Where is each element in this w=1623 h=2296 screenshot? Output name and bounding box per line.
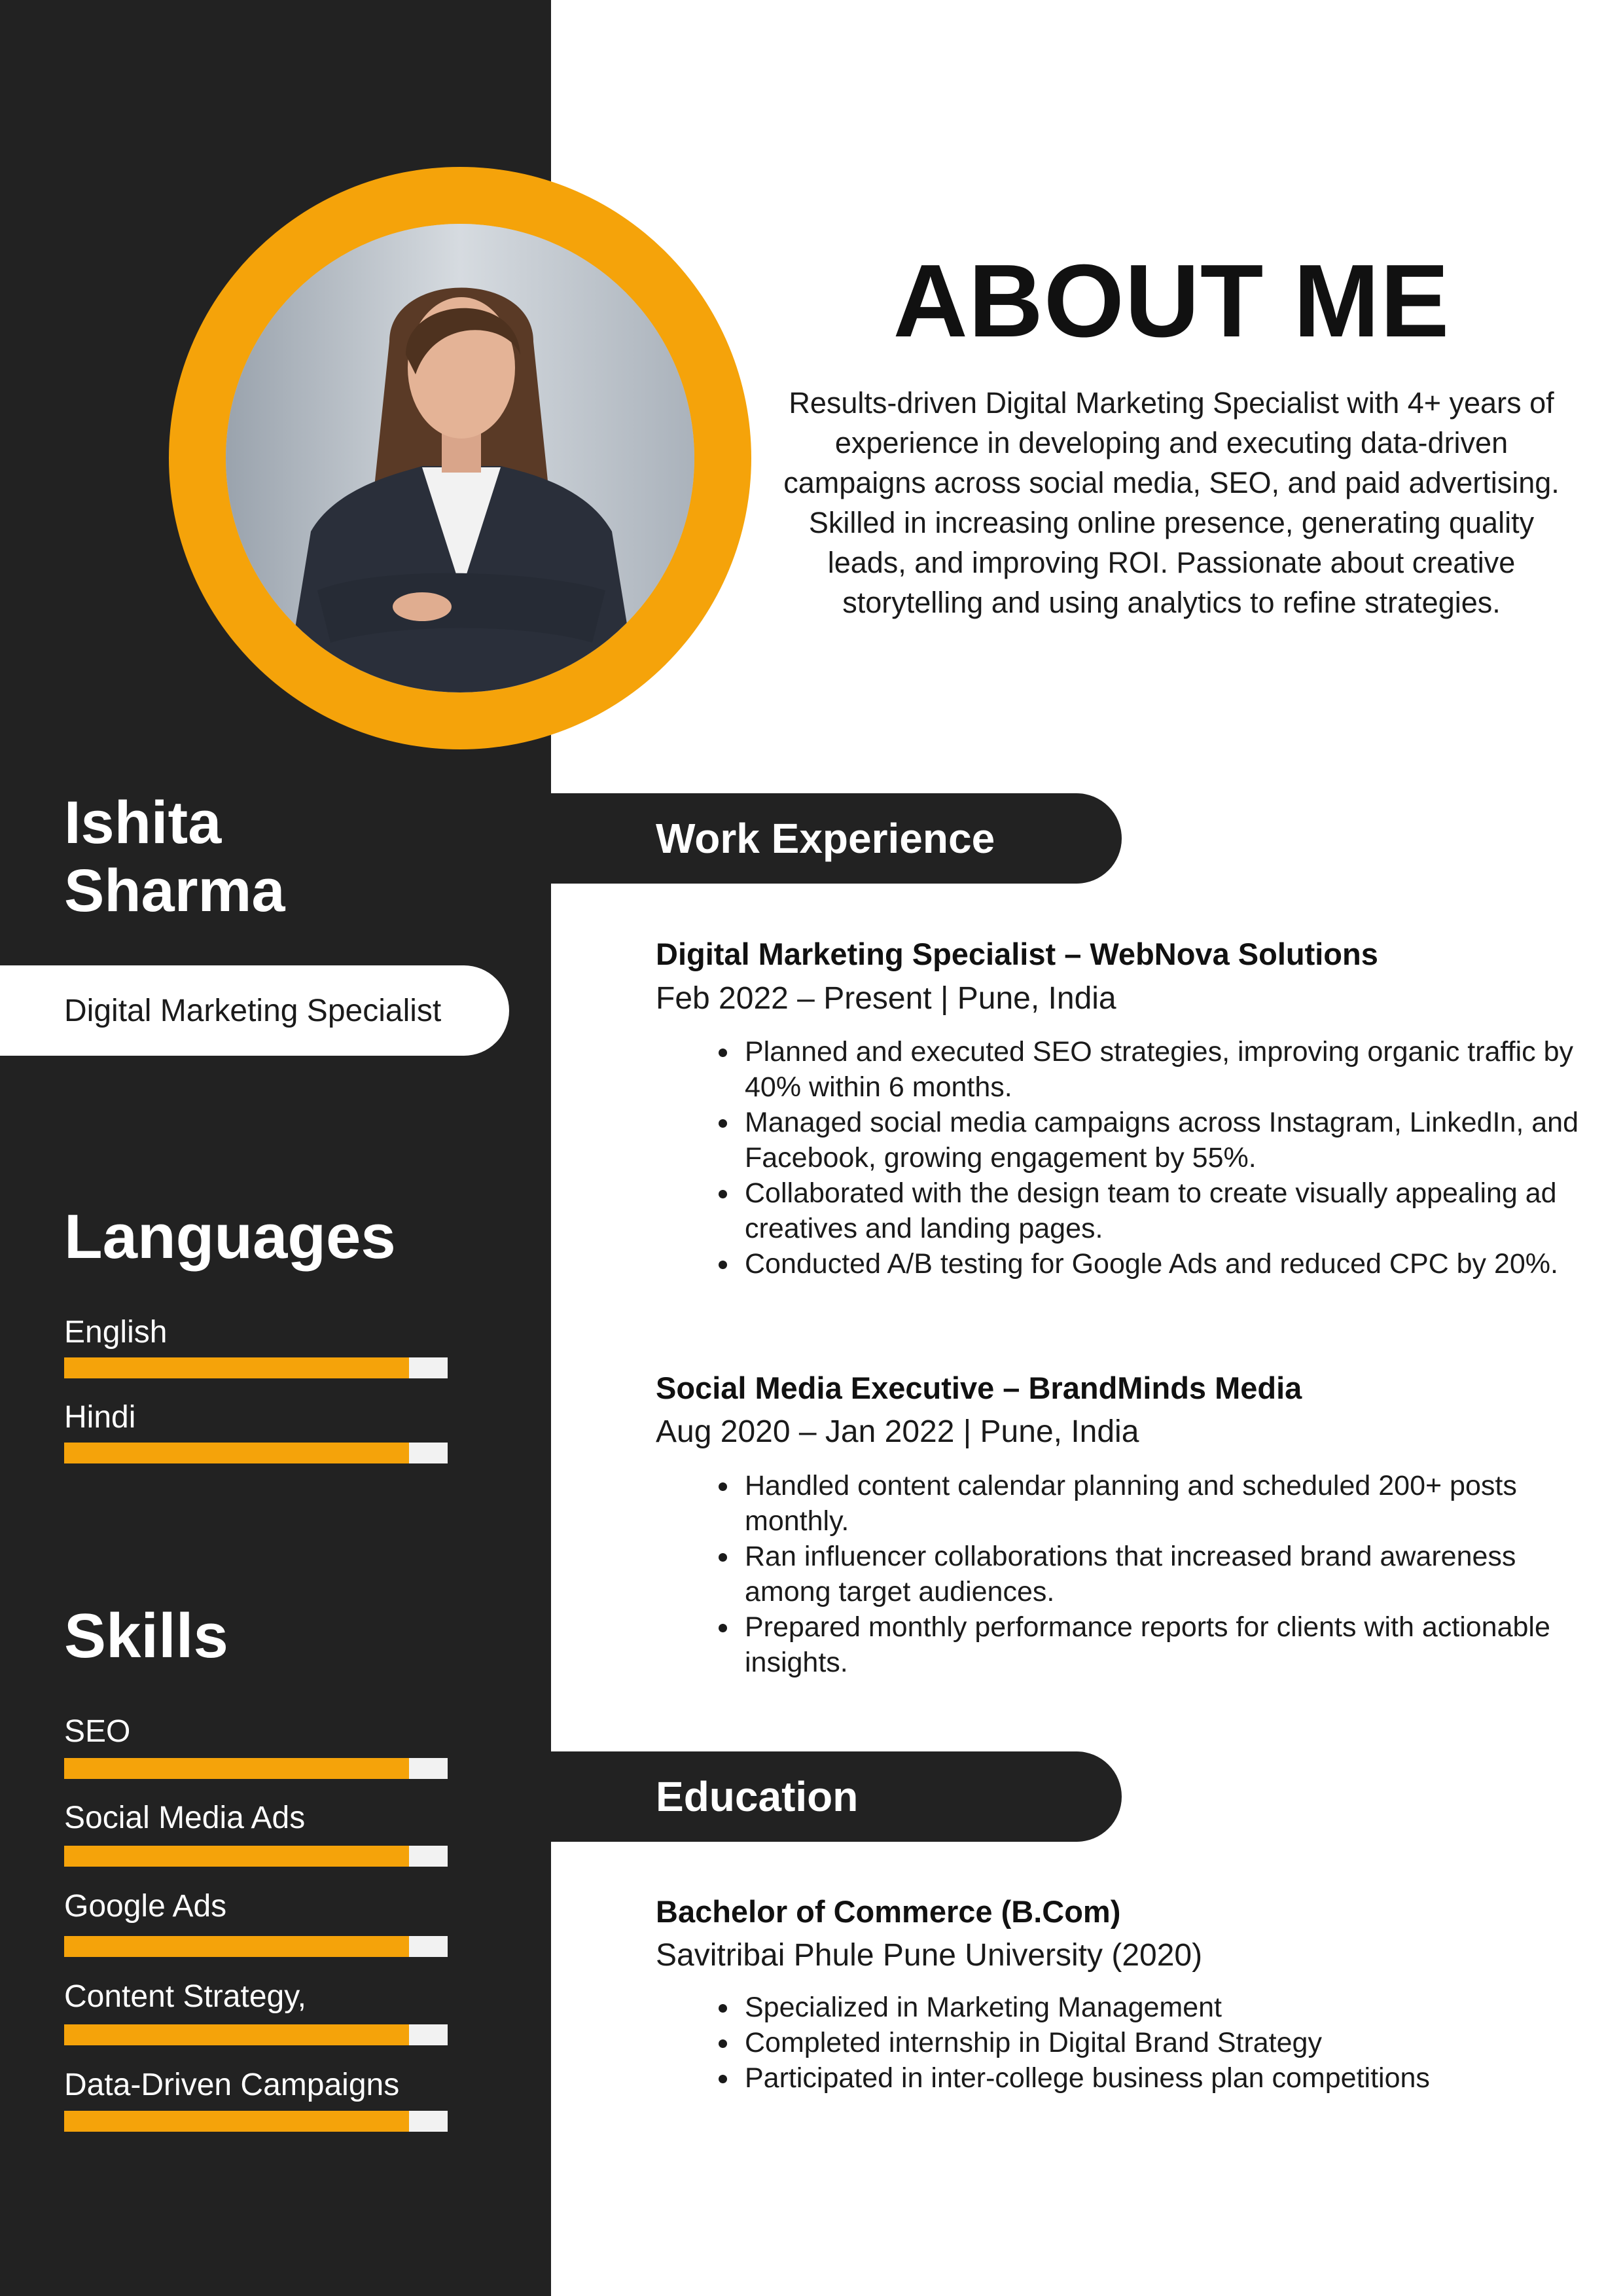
about-title: ABOUT ME [893, 243, 1450, 359]
job-title-1: Digital Marketing Specialist – WebNova Solutions [656, 937, 1378, 971]
language-bar-english [64, 1357, 448, 1378]
education-heading: Education [656, 1773, 859, 1820]
list-item: Ran influencer collaborations that increased brand awareness among target audiences. [719, 1539, 1582, 1609]
skill-bar-fill-social-media-ads [64, 1846, 409, 1867]
about-text: Results-driven Digital Marketing Specialist with 4+ years of experience in developing and executing data-driven campaigns across social media, SEO, and paid advertising. Skilled in increasing online presence, generating quality leads, and improving ROI. Passionate about creative storytelling and using analytics to refine strategies. [783, 386, 1560, 619]
skills-heading: Skills [64, 1601, 228, 1671]
education-bullets [719, 1990, 1582, 2096]
language-bar-fill-english [64, 1357, 409, 1378]
school-name: Savitribai Phule Pune University (2020) [656, 1938, 1203, 1973]
education-banner [551, 1751, 1122, 1842]
job-bullets-1 [719, 1034, 1582, 1282]
skill-bar-fill-google-ads [64, 1936, 409, 1957]
list-item: Collaborated with the design team to create visually appealing ad creatives and landing pages. [719, 1175, 1582, 1246]
language-bar-hindi [64, 1443, 448, 1463]
first-name: Ishita [64, 789, 222, 856]
language-bar-fill-hindi [64, 1443, 409, 1463]
skill-label-seo: SEO [64, 1714, 131, 1749]
list-item: Conducted A/B testing for Google Ads and reduced CPC by 20%. [719, 1246, 1582, 1282]
skill-label-google-ads: Google Ads [64, 1889, 227, 1924]
list-item: Specialized in Marketing Management [719, 1990, 1582, 2025]
list-item: Planned and executed SEO strategies, improving organic traffic by 40% within 6 months. [719, 1034, 1582, 1105]
role-label: Digital Marketing Specialist [64, 993, 442, 1028]
degree-title: Bachelor of Commerce (B.Com) [656, 1894, 1121, 1929]
language-label-english: English [64, 1315, 168, 1350]
list-item: Handled content calendar planning and scheduled 200+ posts monthly. [719, 1468, 1582, 1539]
list-item: Participated in inter-college business plan competitions [719, 2060, 1582, 2096]
skill-bar-fill-content-strategy [64, 2024, 409, 2045]
portrait-illustration [226, 224, 694, 692]
skill-bar-fill-seo [64, 1758, 409, 1779]
job-title-2: Social Media Executive – BrandMinds Media [656, 1371, 1302, 1405]
candidate-name [64, 789, 522, 925]
job-bullets-2 [719, 1468, 1582, 1680]
job-meta-1: Feb 2022 – Present | Pune, India [656, 981, 1116, 1016]
skill-bar-content-strategy [64, 2024, 448, 2045]
languages-heading: Languages [64, 1202, 396, 1272]
skill-label-content-strategy: Content Strategy, [64, 1979, 306, 2014]
work-experience-heading: Work Experience [656, 815, 995, 862]
skill-bar-google-ads [64, 1936, 448, 1957]
skill-label-social-media-ads: Social Media Ads [64, 1801, 306, 1835]
list-item: Prepared monthly performance reports for clients with actionable insights. [719, 1609, 1582, 1680]
skill-label-data-driven-campaigns: Data-Driven Campaigns [64, 2068, 400, 2102]
list-item: Completed internship in Digital Brand Strategy [719, 2025, 1582, 2060]
skill-bar-social-media-ads [64, 1846, 448, 1867]
last-name: Sharma [64, 857, 285, 924]
language-label-hindi: Hindi [64, 1400, 136, 1435]
work-experience-banner [551, 793, 1122, 884]
job-meta-2: Aug 2020 – Jan 2022 | Pune, India [656, 1414, 1139, 1449]
skill-bar-fill-data-driven-campaigns [64, 2111, 409, 2132]
skill-bar-seo [64, 1758, 448, 1779]
list-item: Managed social media campaigns across Instagram, LinkedIn, and Facebook, growing engagement by 55%. [719, 1105, 1582, 1175]
role-pill [0, 965, 509, 1056]
skill-bar-data-driven-campaigns [64, 2111, 448, 2132]
profile-photo [226, 224, 694, 692]
